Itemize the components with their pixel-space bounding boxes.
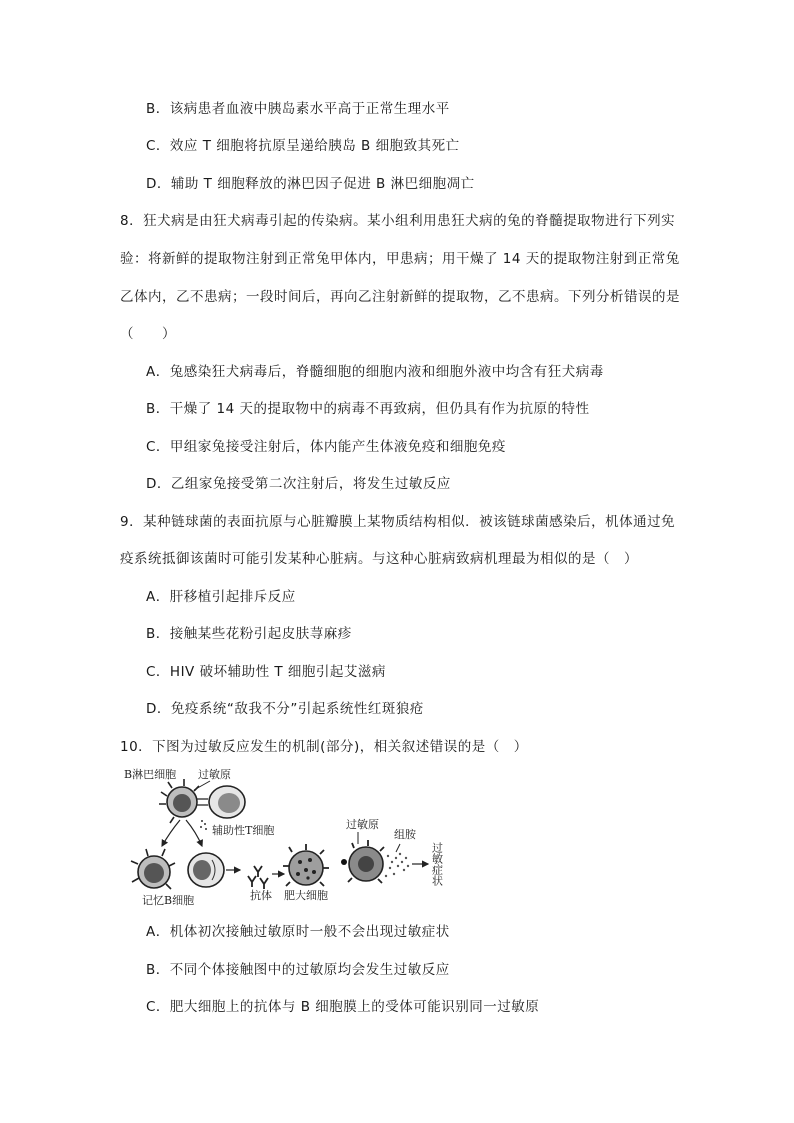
q7-option-c: C．效应 T 细胞将抗原呈递给胰岛 B 细胞致其死亡 bbox=[146, 138, 460, 154]
q8-option-c: C．甲组家兔接受注射后，体内能产生体液免疫和细胞免疫 bbox=[146, 439, 506, 455]
q8-stem-line2: 验：将新鲜的提取物注射到正常兔甲体内，甲患病；用干燥了 14 天的提取物注射到正常兔 bbox=[120, 251, 680, 267]
q7-option-b: B．该病患者血液中胰岛素水平高于正常生理水平 bbox=[146, 101, 450, 117]
allergy-mechanism-figure bbox=[122, 766, 462, 918]
arrow-to-memory-b bbox=[162, 820, 180, 846]
antibody-shapes bbox=[248, 866, 268, 889]
label-helper-t-cell: 辅助性T细胞 bbox=[212, 824, 275, 837]
label-memory-b-cell: 记忆B细胞 bbox=[142, 894, 195, 907]
degranulating-mast-cell bbox=[348, 840, 384, 883]
allergen-particle bbox=[341, 859, 347, 865]
q10-option-a: A．机体初次接触过敏原时一般不会出现过敏症状 bbox=[146, 924, 450, 940]
q8-option-d: D．乙组家兔接受第二次注射后，将发生过敏反应 bbox=[146, 476, 451, 492]
plasma-cell bbox=[188, 853, 224, 887]
label-b-lymphocyte: B淋巴细胞 bbox=[124, 768, 177, 781]
label-antibody: 抗体 bbox=[250, 889, 272, 902]
q8-option-b: B．干燥了 14 天的提取物中的病毒不再致病，但仍具有作为抗原的特性 bbox=[146, 401, 590, 417]
q10-option-b: B．不同个体接触图中的过敏原均会发生过敏反应 bbox=[146, 962, 450, 978]
helper-t-cell bbox=[209, 786, 245, 818]
b-lymphocyte-cell bbox=[159, 779, 199, 823]
q9-option-b: B．接触某些花粉引起皮肤荨麻疹 bbox=[146, 626, 352, 642]
q9-option-d: D．免疫系统“敌我不分”引起系统性红斑狼疮 bbox=[146, 701, 424, 717]
q9-option-a: A．肝移植引起排斥反应 bbox=[146, 589, 296, 605]
cytokine-dots bbox=[200, 820, 207, 830]
arrow-to-plasma-cell bbox=[186, 820, 202, 846]
label-histamine: 组胺 bbox=[394, 828, 416, 841]
mast-cell bbox=[283, 844, 329, 886]
q8-option-a: A．兔感染狂犬病毒后，脊髓细胞的细胞内液和细胞外液中均含有狂犬病毒 bbox=[146, 364, 604, 380]
cell-contact-line bbox=[197, 799, 208, 805]
q9-option-c: C．HIV 破坏辅助性 T 细胞引起艾滋病 bbox=[146, 664, 386, 680]
allergen-pointer bbox=[194, 781, 210, 790]
q8-stem-line3: 乙体内，乙不患病；一段时间后，再向乙注射新鲜的提取物，乙不患病。下列分析错误的是 bbox=[120, 289, 680, 305]
label-allergen-mid: 过敏原 bbox=[346, 818, 379, 831]
q9-stem-line2: 疫系统抵御该菌时可能引发某种心脏病。与这种心脏病致病机理最为相似的是（ ） bbox=[120, 551, 638, 567]
q8-stem-line1: 8．狂犬病是由狂犬病毒引起的传染病。某小组利用患狂犬病的兔的脊髓提取物进行下列实 bbox=[120, 213, 676, 229]
memory-b-cell bbox=[131, 849, 175, 889]
label-allergen-top: 过敏原 bbox=[198, 768, 231, 781]
q10-option-c: C．肥大细胞上的抗体与 B 细胞膜上的受体可能识别同一过敏原 bbox=[146, 999, 540, 1015]
q7-option-d: D．辅助 T 细胞释放的淋巴因子促进 B 淋巴细胞凋亡 bbox=[146, 176, 475, 192]
histamine-granules bbox=[385, 853, 409, 877]
label-allergy-symptoms: 过敏症状 bbox=[430, 842, 444, 886]
label-mast-cell: 肥大细胞 bbox=[284, 889, 328, 902]
q10-stem: 10．下图为过敏反应发生的机制(部分)，相关叙述错误的是（ ） bbox=[120, 739, 528, 755]
histamine-pointer bbox=[396, 844, 400, 852]
q8-answer-blank: （ ） bbox=[120, 326, 176, 342]
q9-stem-line1: 9．某种链球菌的表面抗原与心脏瓣膜上某物质结构相似．被该链球菌感染后，机体通过免 bbox=[120, 514, 676, 530]
